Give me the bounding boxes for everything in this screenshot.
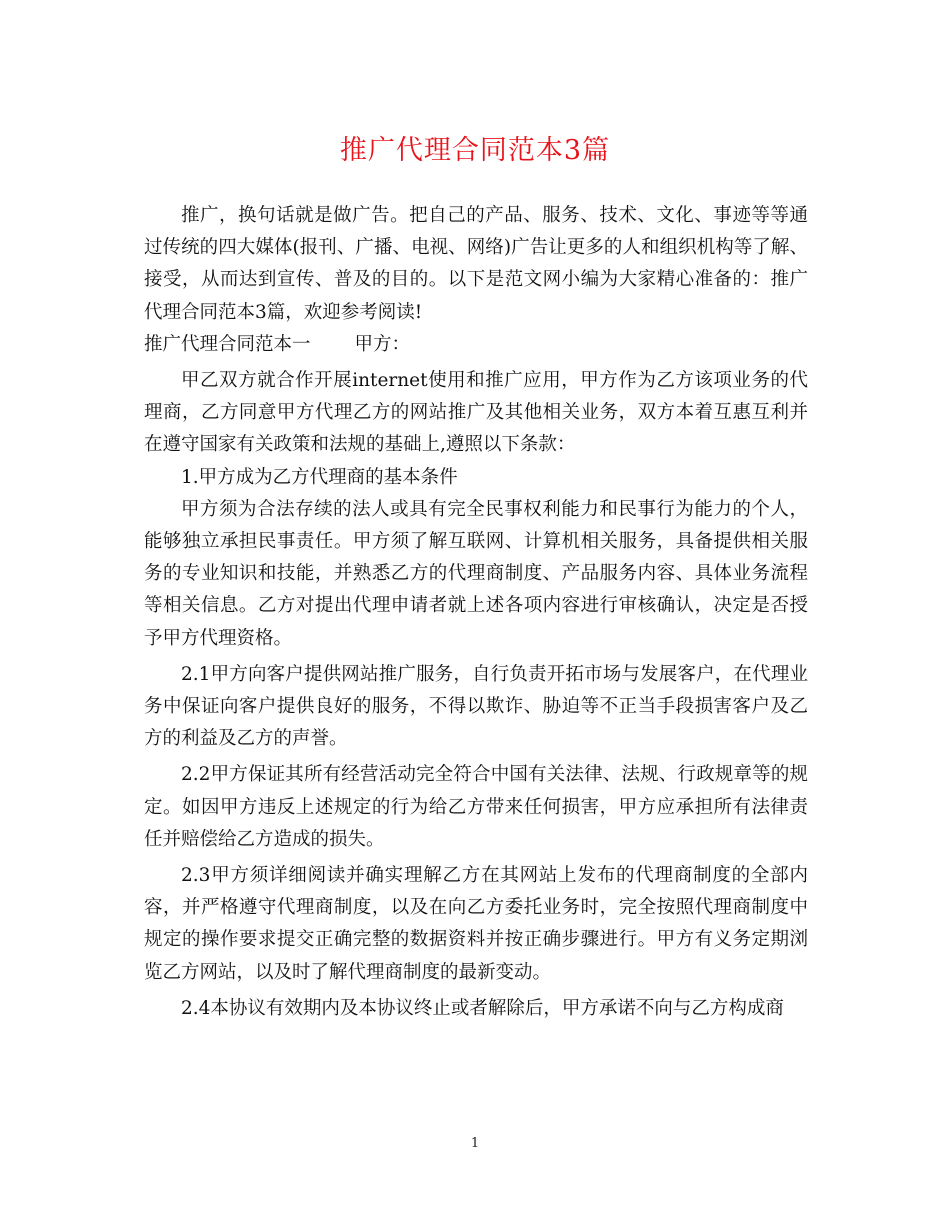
document-title: 推广代理合同范本3篇: [339, 135, 611, 166]
clause-2-2: 2.2甲方保证其所有经营活动完全符合中国有关法律、法规、行政规章等的规定。如因甲方违反上述规定的行为给乙方带来任何损害，甲方应承担所有法律责任并赔偿给乙方造成的损失。: [144, 764, 808, 850]
section-heading-line: [144, 329, 808, 361]
clause-2-1: 2.1甲方向客户提供网站推广服务，自行负责开拓市场与发展客户，在代理业务中保证向客户提供良好的服务，不得以欺诈、胁迫等不正当手段损害客户及乙方的利益及乙方的声誉。: [144, 663, 808, 750]
clause-2-4: 2.4本协议有效期内及本协议终止或者解除后，甲方承诺不向与乙方构成商: [181, 997, 784, 1019]
paragraph-conditions: 甲方须为合法存续的法人或具有完全民事权利能力和民事行为能力的个人，能够独立承担民事责任。甲方须了解互联网、计算机相关服务，具备提供相关服务的专业知识和技能，并熟悉乙方的代理商制度、产品服务内容、具体业务流程等相关信息。乙方对提出代理申请者就上述各项内容进行审核确认，决定是否授予甲方代理资格。: [144, 498, 808, 649]
intro-paragraph: 推广，换句话就是做广告。把自己的产品、服务、技术、文化、事迹等等通过传统的四大媒体(报刊、广播、电视、网络)广告让更多的人和组织机构等了解、接受，从而达到宣传、普及的目的。以下是范文网小编为大家精心准备的：推广代理合同范本3篇，欢迎参考阅读!: [144, 205, 808, 323]
document-body: [144, 200, 808, 1025]
section-heading: 推广代理合同范本一: [144, 333, 311, 355]
paragraph-cooperation: 甲乙双方就合作开展internet使用和推广应用，甲方作为乙方该项业务的代理商，乙方同意甲方代理乙方的网站推广及其他相关业务，双方本着互惠互利并在遵守国家有关政策和法规的基础上,遵照以下条款：: [144, 370, 808, 456]
clause-1-heading: 1.甲方成为乙方代理商的基本条件: [181, 466, 458, 488]
page-number: 1: [470, 1136, 480, 1151]
party-a-label: 甲方：: [354, 333, 411, 355]
clause-2-3: 2.3甲方须详细阅读并确实理解乙方在其网站上发布的代理商制度的全部内容，并严格遵守代理商制度，以及在向乙方委托业务时，完全按照代理商制度中规定的操作要求提交正确完整的数据资料并按正确步骤进行。甲方有义务定期浏览乙方网站，以及时了解代理商制度的最新变动。: [144, 865, 808, 983]
